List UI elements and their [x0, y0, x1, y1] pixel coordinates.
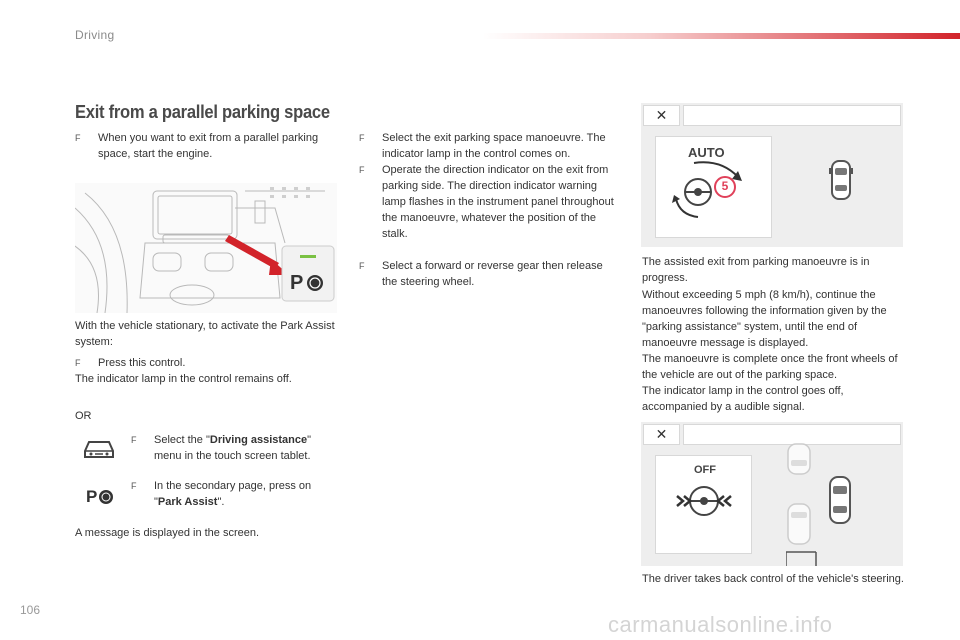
section-label: Driving — [75, 28, 115, 42]
step-park-assist: F In the secondary page, press on "Park Assist". — [131, 480, 312, 508]
progress-text: The assisted exit from parking manoeuvre is in progress. — [642, 256, 870, 284]
bullet-icon: F — [359, 261, 365, 271]
steering-diagram — [655, 455, 752, 554]
or-label: OR — [75, 410, 92, 422]
screen-off-panel — [641, 422, 903, 566]
step-select-exit: F Select the exit parking space manoeuvre. The indicator lamp in the control comes on. — [359, 132, 606, 160]
step-direction-indicator: F Operate the direction indicator on the exit from parking side. The direction indicator warning lamp flashes in the instrument panel throughout the manoeuvre, whatever the position of the stalk. — [359, 164, 614, 240]
close-icon: ✕ — [643, 424, 680, 445]
off-label: OFF — [694, 464, 716, 476]
step-start-engine: F When you want to exit from a parallel parking space, start the engine. — [75, 132, 319, 160]
svg-text:P: P — [86, 487, 98, 506]
car-top-view-icon — [830, 477, 850, 523]
auto-label: AUTO — [688, 145, 725, 160]
bullet-icon: F — [359, 165, 365, 175]
dashboard-illustration — [75, 183, 337, 313]
screen-header-bar — [683, 105, 901, 126]
step-select-menu: F Select the "Driving assistance" menu in the touch screen tablet. — [131, 434, 312, 462]
page-number: 106 — [20, 603, 41, 617]
press-result-text: The indicator lamp in the control remains off. — [75, 373, 292, 385]
continue-text: Without exceeding 5 mph (8 km/h), continue the manoeuvres following the information given by the "parking assistance" system, until the end of manoeuvre message is displayed. — [642, 289, 887, 349]
parking-scene — [786, 442, 858, 566]
header-accent-bar — [482, 33, 960, 39]
message-text: A message is displayed in the screen. — [75, 527, 260, 539]
close-icon: ✕ — [643, 105, 680, 126]
steering-diagram — [655, 136, 772, 238]
page-title: Exit from a parallel parking space — [75, 102, 330, 122]
car-top-view-icon — [829, 158, 853, 202]
driver-control-text: The driver takes back control of the vehicle's steering. — [642, 573, 904, 585]
complete-text: The manoeuvre is complete once the front wheels of the vehicle are out of the parking space. — [642, 353, 898, 381]
bullet-icon: F — [359, 133, 365, 143]
step-press-control: F Press this control. — [75, 357, 186, 369]
step-select-gear: F Select a forward or reverse gear then release the steering wheel. — [359, 260, 603, 288]
step-number: 5 — [721, 179, 729, 193]
watermark: carmanualsonline.info — [608, 612, 833, 637]
intro-text: With the vehicle stationary, to activate the Park Assist system: — [75, 320, 335, 348]
lamp-off-text: The indicator lamp in the control goes off, accompanied by a audible signal. — [642, 385, 844, 413]
bullet-icon: F — [75, 133, 81, 143]
arrow-right-icon — [677, 496, 683, 506]
bullet-icon: F — [75, 358, 81, 368]
park-assist-icon — [86, 485, 116, 507]
car-front-icon — [82, 438, 116, 460]
bullet-icon: F — [131, 435, 137, 445]
parking-letter-glyph: P — [290, 272, 304, 294]
arrow-left-icon — [725, 496, 731, 506]
bullet-icon: F — [131, 481, 137, 491]
screen-auto-panel — [641, 103, 903, 247]
